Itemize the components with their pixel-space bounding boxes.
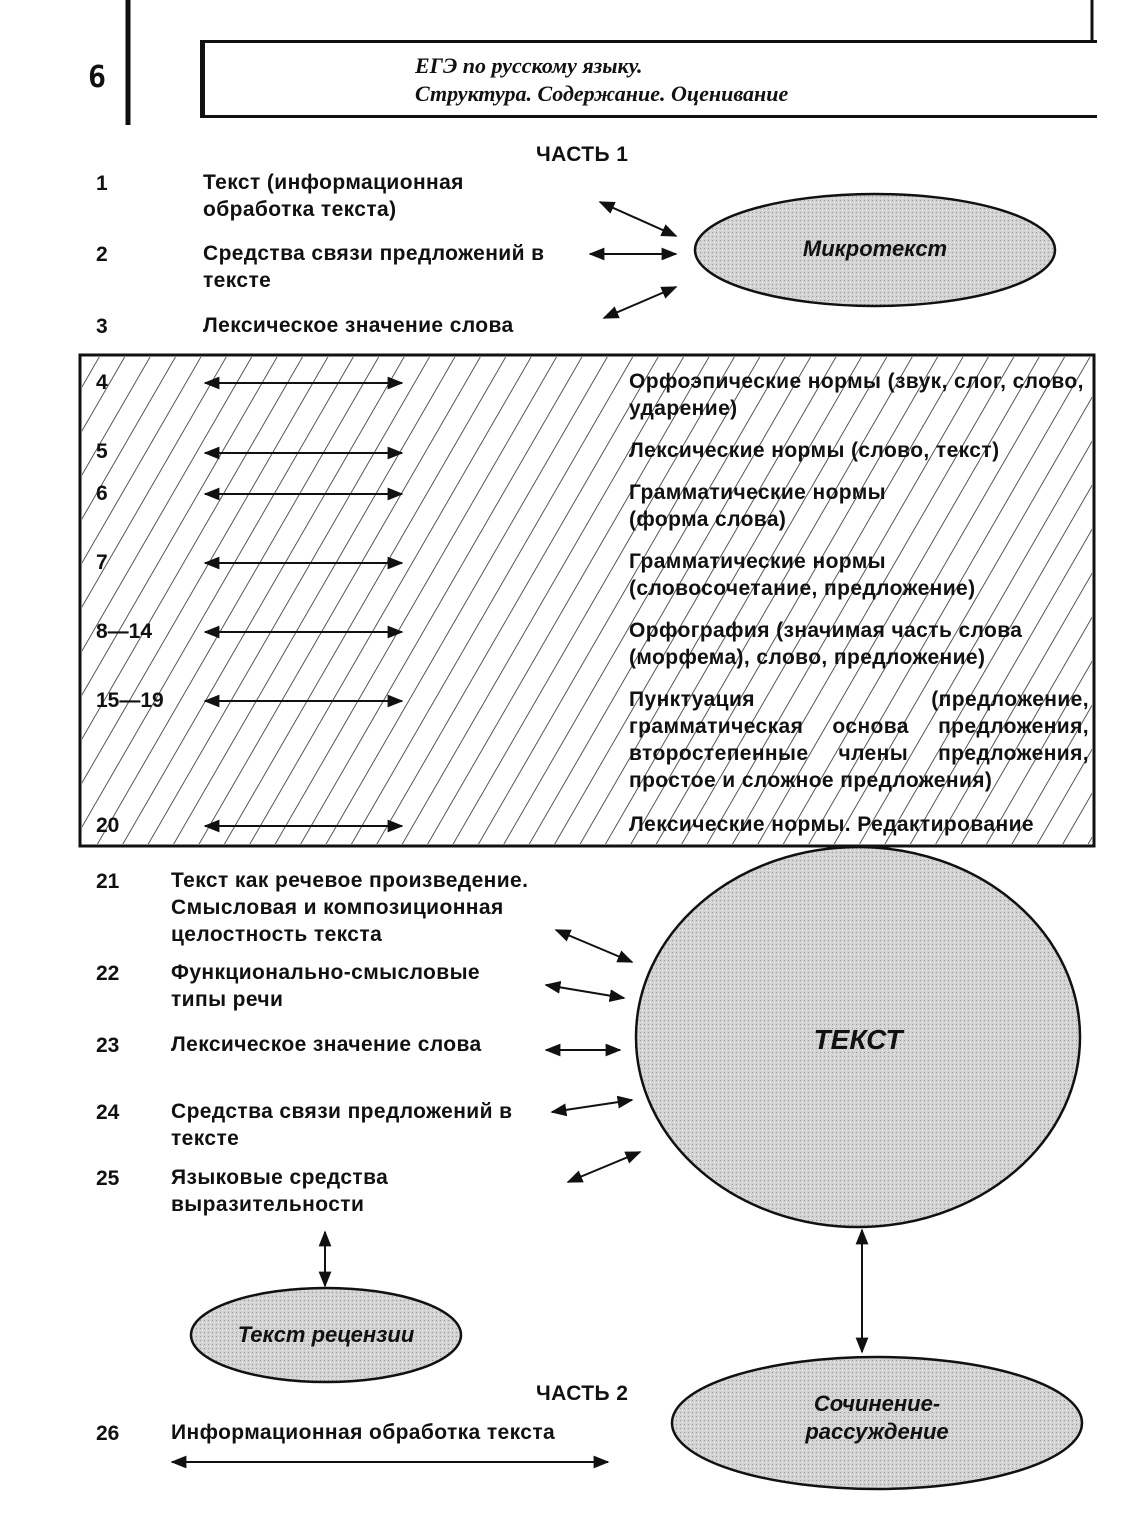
text-arrows [546,930,640,1182]
norm-text: Грамматические нормы (словосочетание, предложение) [629,550,976,600]
essay-label [672,1390,1082,1446]
arrow-1 [600,202,676,236]
norm-text: Пунктуация (предложение, грамматическая основа предложения, второстепенные члены предложения, простое и сложное предложения) [629,688,1089,792]
text-task-text: Функционально-смысловые типы речи [171,961,481,1011]
text-task-num: 25 [96,1167,120,1190]
header-line-2: Структура. Содержание. Оценивание [415,81,789,106]
norm-num: 6 [96,482,108,505]
microtext-label: Микротекст [802,236,948,261]
text-task-num: 21 [96,870,120,893]
task-num: 2 [96,243,108,266]
text-task-num: 24 [96,1101,120,1124]
task-text: Текст (информационная обработка текста) [203,171,464,221]
essay-label-line-2: рассуждение [805,1419,949,1444]
part2-title: ЧАСТЬ 2 [536,1382,629,1405]
page-number: 6 [88,60,107,95]
norm-num: 8—14 [96,620,153,643]
part1-title: ЧАСТЬ 1 [536,143,629,166]
norm-num: 7 [96,551,108,574]
task-num: 3 [96,315,108,338]
norm-text: Орфография (значимая часть слова (морфема), слово, предложение) [629,619,1023,669]
essay-label-line-1: Сочинение- [813,1391,941,1416]
norm-text: Грамматические нормы (форма слова) [629,481,887,531]
norm-num: 15—19 [96,689,164,712]
task-num: 26 [96,1422,120,1445]
norm-text: Орфоэпические нормы (звук, слог, слово, ударение) [629,370,1084,420]
norm-text: Лексические нормы (слово, текст) [629,439,1000,462]
text-task-text: Средства связи предложений в тексте [171,1100,513,1150]
text-task-text: Лексическое значение слова [171,1033,482,1056]
norm-num: 20 [96,814,120,837]
task-text: Лексическое значение слова [203,314,514,337]
text-task-num: 22 [96,962,120,985]
header-line-1: ЕГЭ по русскому языку. [415,53,643,78]
text-task-num: 23 [96,1034,120,1057]
task-text: Средства связи предложений в тексте [203,242,545,292]
norm-text: Лексические нормы. Редактирование [629,813,1034,836]
norm-num: 5 [96,440,108,463]
task-num: 1 [96,172,108,195]
review-label: Текст рецензии [237,1322,415,1347]
task-text: Информационная обработка текста [171,1421,556,1444]
text-task-text: Текст как речевое произведение. Смысловая и композиционная целостность текста [171,869,529,946]
norm-num: 4 [96,371,108,394]
text-ellipse-label: ТЕКСТ [813,1024,903,1055]
arrow-3 [604,287,676,318]
text-task-text: Языковые средства выразительности [171,1166,389,1216]
header-box [200,40,1097,118]
